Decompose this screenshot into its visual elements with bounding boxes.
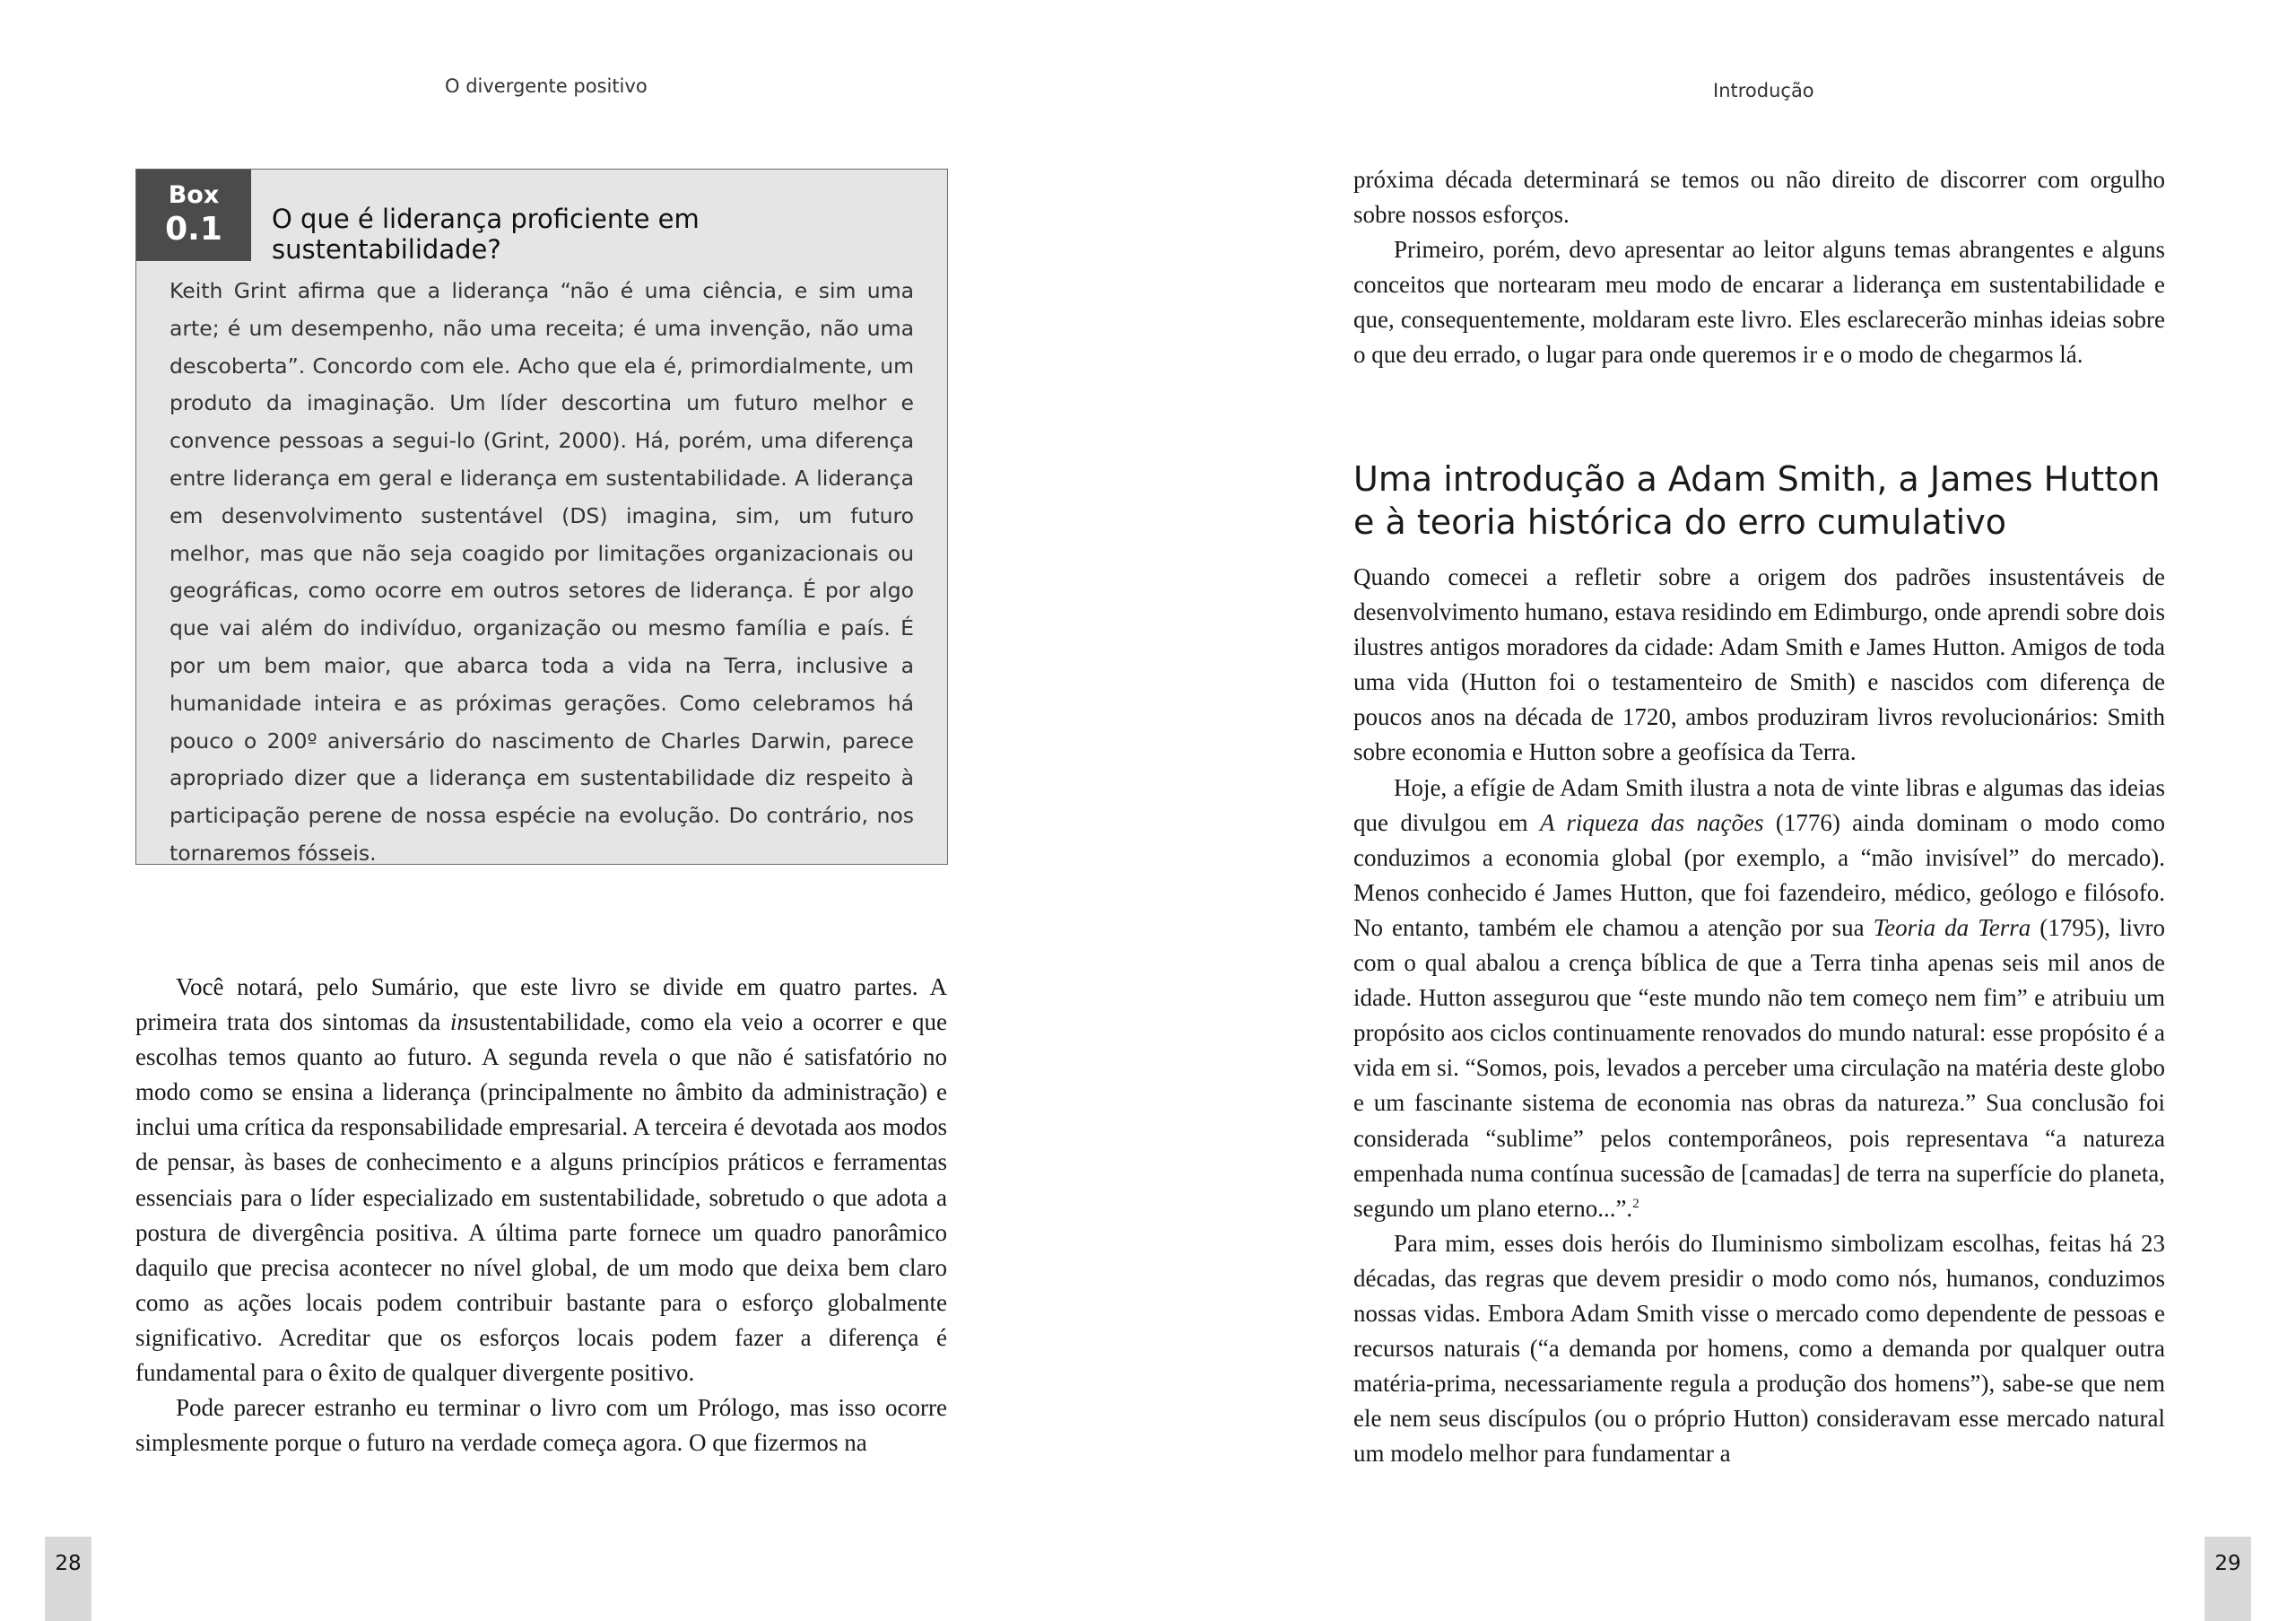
box-label-number: 0.1 (165, 211, 222, 248)
paragraph-quando: Quando comecei a refletir sobre a origem dos padrões insustentáveis de desenvolvimento humano, estava residindo em Edimburgo, onde aprendi sobre dois ilustres antigos moradores da cidade: Adam Smith e James Hutton. Amigos de toda uma vida (Hutton foi o testamenteiro de Smith) e nascidos com diferença de poucos anos na década de 1720, ambos produziram livros revolucionários: Smith sobre economia e Hutton sobre a geofísica da Terra. (1353, 563, 2165, 766)
box-0-1 (135, 169, 948, 865)
footnote-ref[interactable]: 2 (1632, 1196, 1639, 1211)
italic-riqueza: A riqueza das nações (1540, 808, 1764, 836)
right-body-top (1353, 162, 2165, 373)
paragraph-prologo: Pode parecer estranho eu terminar o livro com um Prólogo, mas isso ocorre simplesmente porque o futuro na verdade começa agora. O que fizermos na (135, 1394, 947, 1457)
page-number-right: 29 (2205, 1537, 2251, 1621)
right-body-main (1353, 560, 2165, 1471)
box-title: O que é liderança proficiente em sustentabilidade? (272, 204, 700, 265)
right-page (1148, 0, 2296, 1621)
left-body-text (135, 970, 947, 1460)
section-heading: Uma introdução a Adam Smith, a James Hutton e à teoria histórica do erro cumulativo (1353, 459, 2161, 542)
running-head-right: Introdução (1713, 80, 1814, 101)
paragraph-quatro-partes: Você notará, pelo Sumário, que este livro se divide em quatro partes. A primeira trata dos sintomas da insustentabilidade, como ela veio a ocorrer e que escolhas temos quanto ao futuro. A segunda revela o que não é satisfatório no modo como se ensina a liderança (principalmente no âmbito da administração) e inclui uma crítica da responsabilidade empresarial. A terceira é devotada aos modos de pensar, às bases de conhecimento e a alguns princípios práticos e ferramentas essenciais para o líder especializado em sustentabilidade, sobretudo o que adota a postura de divergência positiva. A última parte fornece um quadro panorâmico daquilo que precisa acontecer no nível global, de um modo que deixa bem claro como as ações locais podem contribuir bastante para o esforço globalmente significativo. Acreditar que os esforços locais podem fazer a diferença é fundamental para o êxito de qualquer divergente positivo. (135, 973, 947, 1387)
italic-in: in (449, 1008, 469, 1036)
running-head-left: O divergente positivo (445, 75, 648, 97)
paragraph-hoje: Hoje, a efígie de Adam Smith ilustra a nota de vinte libras e algumas das ideias que divulgou em A riqueza das nações (1776) ainda dominam o modo como conduzimos a economia global (por exemplo, a “mão invisível” do mercado). Menos conhecido é James Hutton, que foi fazendeiro, médico, geólogo e filósofo. No entanto, também ele chamou a atenção por sua Teoria da Terra (1795), livro com o qual abalou a crença bíblica de que a Terra tinha apenas seis mil anos de idade. Hutton assegurou que “este mundo não tem começo nem fim” e atribuiu um propósito aos ciclos continuamente renovados do mundo natural: esse propósito é a vida em si. “Somos, pois, levados a perceber uma circulação na matéria deste globo e um fascinante sistema de economia nas obras da natureza.” Sua conclusão foi considerada “sublime” pelos contemporâneos, pois representava “a natureza empenhada numa contínua sucessão de [camadas] de terra na superfície do planeta, segundo um plano eterno...”.$^2$ (1353, 773, 2165, 1222)
italic-teoria: Teoria da Terra (1873, 913, 2031, 941)
paragraph-primeiro: Primeiro, porém, devo apresentar ao leitor alguns temas abrangentes e alguns conceitos que nortearam meu modo de encarar a liderança em sustentabilidade e que, consequentemente, moldaram este livro. Eles esclarecerão minhas ideias sobre o que deu errado, o lugar para onde queremos ir e o modo de chegarmos lá. (1353, 236, 2165, 369)
box-text: Keith Grint afirma que a liderança “não é uma ciência, e sim uma arte; é um desempenho, não uma receita; é uma invenção, não uma descoberta”. Concordo com ele. Acho que ela é, primordialmente, um produto da imaginação. Um líder descortina um futuro melhor e convence pessoas a segui-lo (Grint, 2000). Há, porém, uma diferença entre liderança em geral e liderança em sustentabilidade. A liderança em desenvolvimento sustentável (DS) imagina, sim, um futuro melhor, mas que não seja coagido por limitações organizacionais ou geográficas, como ocorre em outros setores de liderança. É por algo que vai além do indivíduo, organização ou mesmo família e país. É por um bem maior, que abarca toda a vida na Terra, inclusive a humanidade inteira e as próximas gerações. Como celebramos há pouco o 200º aniversário do nascimento de Charles Darwin, parece apropriado dizer que a liderança em sustentabilidade diz respeito à participação perene de nossa espécie na evolução. Do contrário, nos tornaremos fósseis. (170, 278, 914, 866)
paragraph-continuation: próxima década determinará se temos ou não direito de discorrer com orgulho sobre nossos esforços. (1353, 166, 2165, 229)
paragraph-para-mim: Para mim, esses dois heróis do Iluminismo simbolizam escolhas, feitas há 23 décadas, das regras que devem presidir o modo como nós, humanos, conduzimos nossas vidas. Embora Adam Smith visse o mercado como dependente de pessoas e recursos naturais (“a demanda por homens, como a demanda por qualquer outra matéria-prima, necessariamente regula a produção dos homens”), sabe-se que nem ele nem seus discípulos (ou o próprio Hutton) consideravam esse mercado natural um modelo melhor para fundamentar a (1353, 1229, 2165, 1468)
box-label-word: Box (168, 181, 220, 209)
page-number-left: 28 (45, 1537, 91, 1621)
box-label (136, 170, 251, 261)
